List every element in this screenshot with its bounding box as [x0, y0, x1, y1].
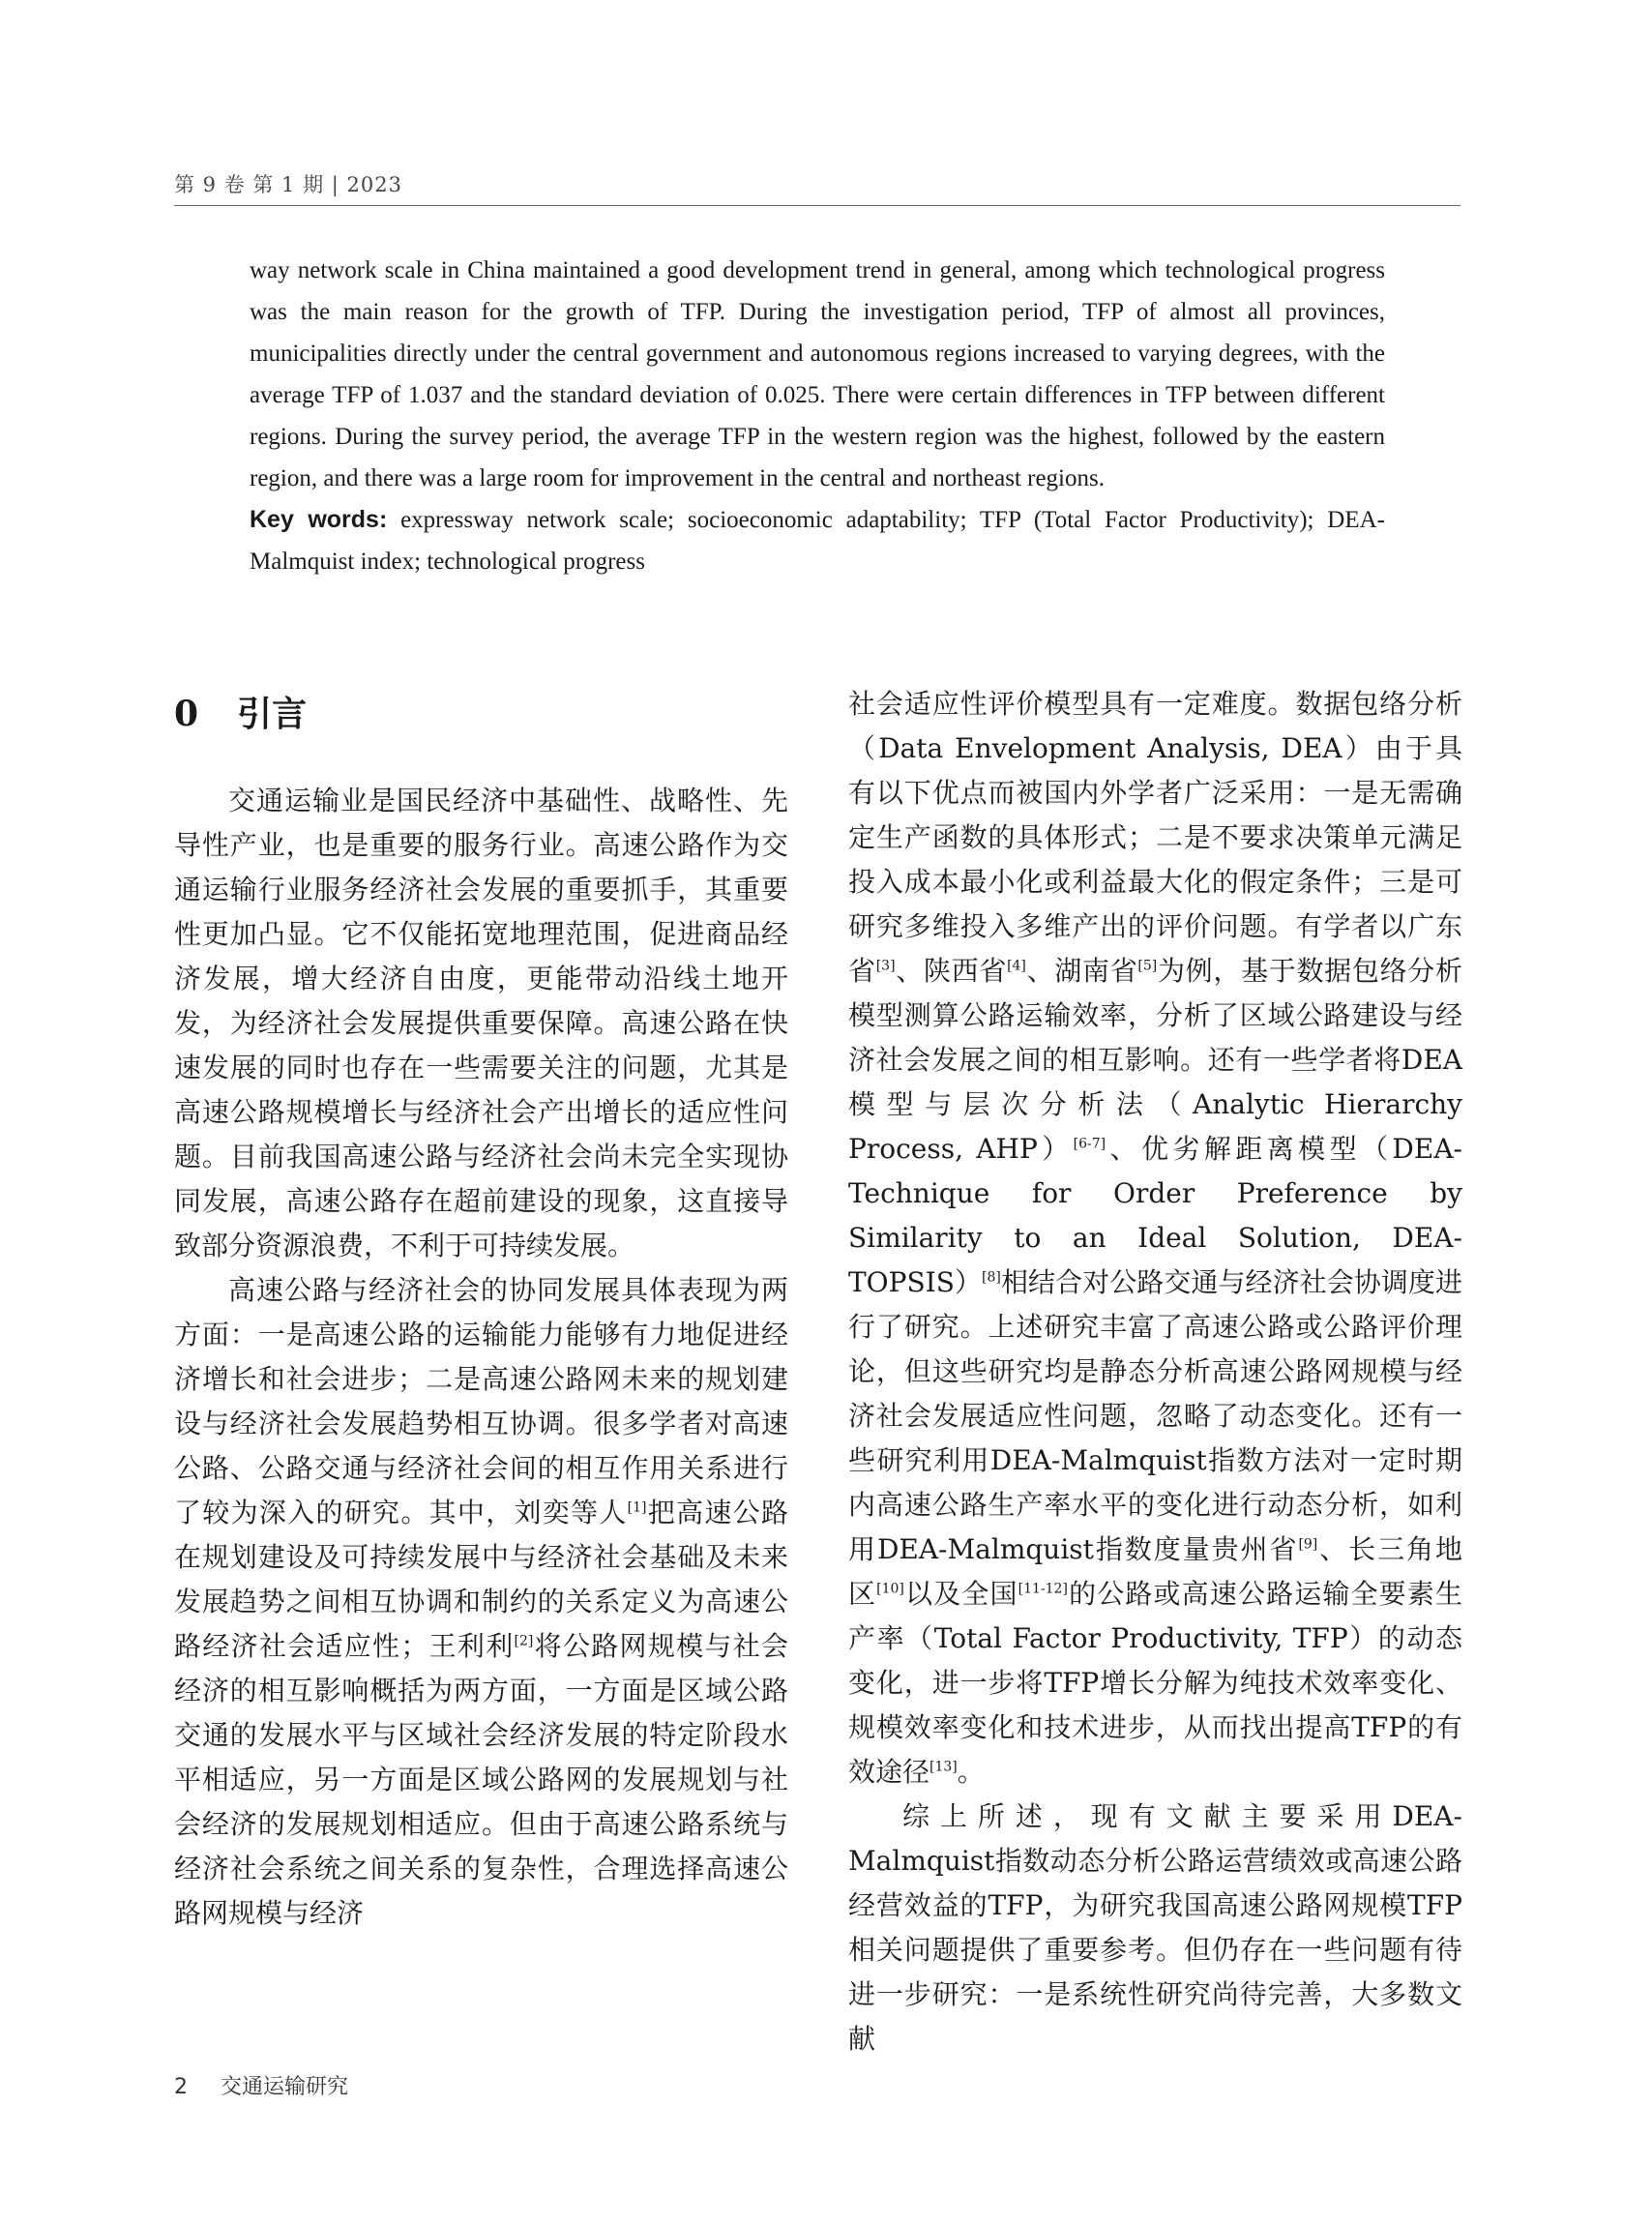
- citation: [13]: [929, 1759, 958, 1775]
- text-run: 把高速公路在规划建设及可持续发展中与经济社会基础及未来发展趋势之间相互协调和制约的关系定义为高速公路经济社会适应性；王利利: [174, 1497, 788, 1662]
- citation: [4]: [1007, 958, 1026, 974]
- section-number: 0: [174, 694, 199, 734]
- text-run: 。: [957, 1756, 985, 1788]
- text-run: 的公路或高速公路运输全要素生产率（Total Factor Productivity, TFP）的动态变化，进一步将TFP增长分解为纯技术效率变化、规模效率变化和技术进步，从而找出提高TFP的有效途径: [848, 1578, 1462, 1788]
- text-run: 社会适应性评价模型具有一定难度。数据包络分析（Data Envelopment Analysis, DEA）由于具有以下优点而被国内外学者广泛采用：一是无需确定生产函数的具体形式；二是不要求决策单元满足投入成本最小化或利益最大化的假定条件；三是可研究多维投入多维产出的评价问题。有学者以广东省: [848, 688, 1462, 987]
- citation: [5]: [1137, 958, 1158, 974]
- text-run: 以及全国: [903, 1578, 1018, 1610]
- keywords-label: Key words:: [250, 506, 388, 533]
- keywords: [250, 499, 1385, 582]
- text-run: 、陕西省: [895, 955, 1008, 987]
- text-run: 将公路网规模与社会经济的相互影响概括为两方面，一方面是区域公路交通的发展水平与区域社会经济发展的特定阶段水平相适应，另一方面是区域公路网的发展规划与社会经济的发展规划相适应。但由于高速公路系统与经济社会系统之间关系的复杂性，合理选择高速公路网规模与经济: [174, 1630, 788, 1929]
- abstract: [250, 250, 1385, 582]
- citation: [3]: [875, 958, 896, 974]
- running-header: 第 9 卷 第 1 期 | 2023: [174, 173, 402, 196]
- citation: [8]: [982, 1269, 1001, 1286]
- section-title: 引言: [237, 694, 308, 734]
- section-heading: [174, 692, 788, 736]
- citation: [11-12]: [1018, 1581, 1068, 1597]
- page-number: 2: [174, 2075, 188, 2099]
- header-rule: [174, 205, 1460, 206]
- text-run: 、优劣解距离模型（DEA-Technique for Order Preference by Similarity to an Ideal Solution, DEA-TOPSIS）: [848, 1133, 1462, 1298]
- right-column: [848, 682, 1462, 2062]
- text-run: 、湖南省: [1025, 955, 1138, 987]
- left-column: [174, 692, 788, 1936]
- text-run: 相结合对公路交通与经济社会协调度进行了研究。上述研究丰富了高速公路或公路评价理论，但这些研究均是静态分析高速公路网规模与经济社会发展适应性问题，忽略了动态变化。还有一些研究利用DEA-Malmquist指数方法对一定时期内高速公路生产率水平的变化进行动态分析，如利用DEA-Malmquist指数度量贵州省: [848, 1266, 1462, 1565]
- text-run: 高速公路与经济社会的协同发展具体表现为两方面：一是高速公路的运输能力能够有力地促进经济增长和社会进步；二是高速公路网未来的规划建设与经济社会发展趋势相互协调。很多学者对高速公路、公路交通与经济社会间的相互作用关系进行了较为深入的研究。其中，刘奕等人: [174, 1274, 788, 1528]
- page-footer: [174, 2070, 348, 2100]
- citation: [6-7]: [1073, 1136, 1106, 1152]
- text-run: 为例，基于数据包络分析模型测算公路运输效率，分析了区域公路建设与经济社会发展之间的相互影响。还有一些学者将DEA模型与层次分析法（Analytic Hierarchy Process, AHP）: [848, 955, 1462, 1165]
- citation: [10]: [876, 1581, 904, 1597]
- paragraph: [174, 1268, 788, 1936]
- citation: [1]: [627, 1499, 647, 1516]
- paragraph: 综上所述，现有文献主要采用DEA-Malmquist指数动态分析公路运营绩效或高速公路经营效益的TFP，为研究我国高速公路网规模TFP相关问题提供了重要参考。但仍存在一些问题有待进一步研究：一是系统性研究尚待完善，大多数文献: [848, 1800, 1462, 2055]
- paragraph: [848, 682, 1462, 1795]
- citation: [2]: [514, 1633, 534, 1649]
- citation: [9]: [1298, 1536, 1318, 1553]
- text-run: 、长三角地区: [848, 1533, 1462, 1610]
- abstract-body: way network scale in China maintained a good development trend in general, among which technological progress was the main reason for the growth of TFP. During the investigation period, TFP of almost all provinces, municipalities directly under the central government and autonomous regions increased to varying degrees, with the average TFP of 1.037 and the standard deviation of 0.025. There were certain differences in TFP between different regions. During the survey period, the average TFP in the western region was the highest, followed by the eastern region, and there was a large room for improvement in the central and northeast regions.: [250, 257, 1385, 491]
- keywords-text: expressway network scale; socioeconomic adaptability; TFP (Total Factor Productivity); DEA-Malmquist index; technological progress: [250, 507, 1385, 575]
- paragraph: 交通运输业是国民经济中基础性、战略性、先导性产业，也是重要的服务行业。高速公路作为交通运输行业服务经济社会发展的重要抓手，其重要性更加凸显。它不仅能拓宽地理范围，促进商品经济发展，增大经济自由度，更能带动沿线土地开发，为经济社会发展提供重要保障。高速公路在快速发展的同时也存在一些需要关注的问题，尤其是高速公路规模增长与经济社会产出增长的适应性问题。目前我国高速公路与经济社会尚未完全实现协同发展，高速公路存在超前建设的现象，这直接导致部分资源浪费，不利于可持续发展。: [174, 785, 788, 1261]
- journal-name: 交通运输研究: [221, 2075, 349, 2099]
